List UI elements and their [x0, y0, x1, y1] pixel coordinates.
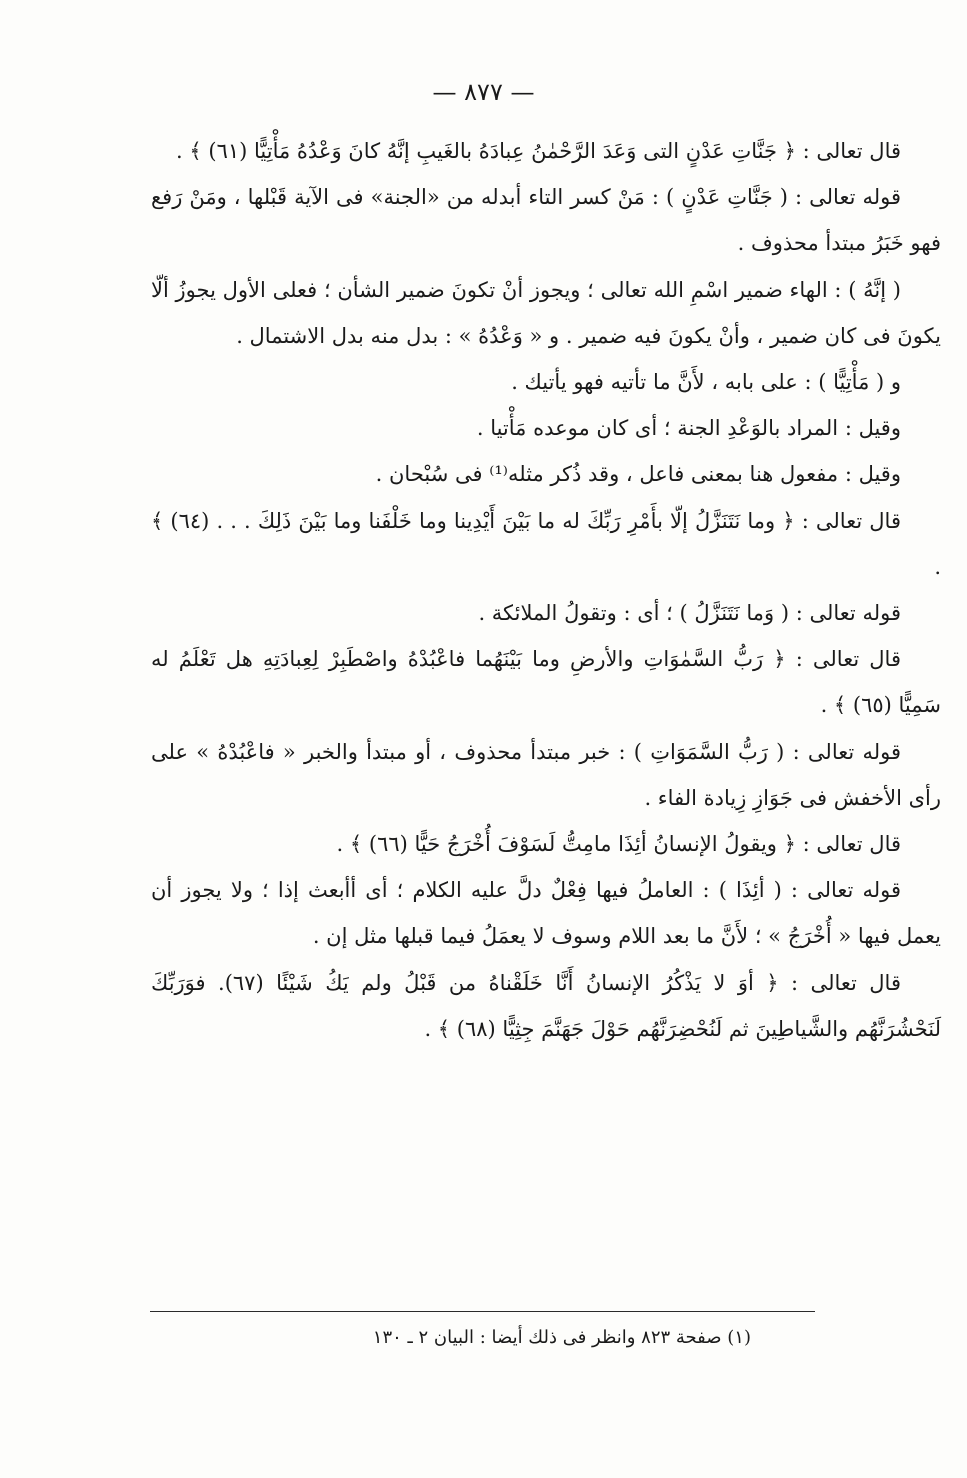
paragraph-verse-61: قال تعالى : ﴿ جَنَّاتِ عَدْنٍ التى وَعَدَ الرَّحْمٰنُ عِبادَهُ بالغَيبِ إنَّهُ كانَ وَعْدُهُ مَأْتِيًّا (٦١) ﴾ . [176, 139, 901, 163]
paragraph-commentary-rabb: قوله تعالى : ( رَبُّ السَّمَوَاتِ ) : خبر مبتدأ محذوف ، أو مبتدأ والخبر « فاعْبُدْهُ » على رأى الأخفش فى جَوَازِ زِيادة الفاء . [151, 739, 941, 810]
paragraph-commentary-aidha: قوله تعالى : ( أئِذَا ) : العاملُ فيها فِعْلٌ دلَّ عليه الكلام ؛ أى أأبعث إذا ؛ ولا يجوز أن يعمل فيها « أُخْرَجُ » ؛ لأَنَّ ما بعد اللام وسوف لا يعمَلُ فيما قبلها مثل إن . [151, 878, 941, 949]
main-text [151, 128, 941, 1052]
paragraph-commentary-waad: وقيل : المراد بالوَعْدِ الجنة ؛ أى كان موعده مَأْتيا . [476, 416, 901, 441]
paragraph-commentary-matiyya: و ( مَأْتِيًّا ) : على بابه ، لأَنَّ ما تأتيه فهو يأتيك . [511, 370, 901, 395]
paragraph-verse-67-68: قال تعالى : ﴿ أوَ لا يَذْكُرُ الإنسانُ أَنَّا خَلَقْناهُ من قَبْلُ ولم يَكُ شَيْئًا (٦٧). فوَرَبِّكَ لَنَحْشُرَنَّهُم والشَّياطِينَ ثم لَنُحْضِرَنَّهُم حَوْلَ جَهَنَّمَ جِثِيًّا (٦٨) ﴾ . [151, 970, 941, 1041]
paragraph-commentary-natanazzal: قوله تعالى : ( وَما نَتَنَزَّلُ ) ؛ أى : وتقولُ الملائكة . [478, 601, 901, 626]
paragraph-verse-64: قال تعالى : ﴿ وما نَتَنَزَّلُ إلّا بأَمْرِ رَبِّكَ له ما بَيْنَ أَيْدِينا وما خَلْفَنا وما بَيْنَ ذَلِكَ . . . (٦٤) ﴾ . [151, 508, 941, 579]
paragraph-commentary-innahu: ( إنَّهُ ) : الهاء ضمير اسْمِ الله تعالى ؛ ويجوز أنْ تكونَ ضمير الشأن ؛ فعلى الأول يجوزُ ألّا يكونَ فى كان ضمير ، وأنْ يكونَ فيه ضمير . و « وَعْدُهُ » : بدل منه بدل الاشتمال . [151, 277, 941, 348]
page-number: — ٨٧٧ — [432, 78, 535, 106]
footnote: (١) صفحة ٨٢٣ وانظر فى ذلك أيضا : البيان ٢ ـ ١٣٠ [372, 1327, 751, 1348]
footnote-divider [150, 1311, 815, 1312]
paragraph-commentary-maful: وقيل : مفعول هنا بمعنى فاعل ، وقد ذُكر مثله⁽¹⁾ فى سُبْحان . [375, 462, 901, 487]
paragraph-commentary-jannat: قوله تعالى : ( جَنَّاتِ عَدْنٍ ) : مَنْ كسر التاء أبدله من «الجنة» فى الآية قَبْلها ، ومَنْ رَفع فهو خَبَرُ مبتدأ محذوف . [151, 185, 941, 256]
paragraph-verse-66: قال تعالى : ﴿ ويقولُ الإنسانُ أئِذَا مامِتُّ لَسَوْفَ أُخْرَجُ حَيًّا (٦٦) ﴾ . [336, 832, 901, 857]
paragraph-verse-65: قال تعالى : ﴿ رَبُّ السَّمٰوَاتِ والأرضِ وما بَيْنَهُما فاعْبُدْهُ واصْطَبِرْ لِعِبادَتِهِ هل تَعْلَمُ له سَمِيًّا (٦٥) ﴾ . [151, 647, 941, 718]
